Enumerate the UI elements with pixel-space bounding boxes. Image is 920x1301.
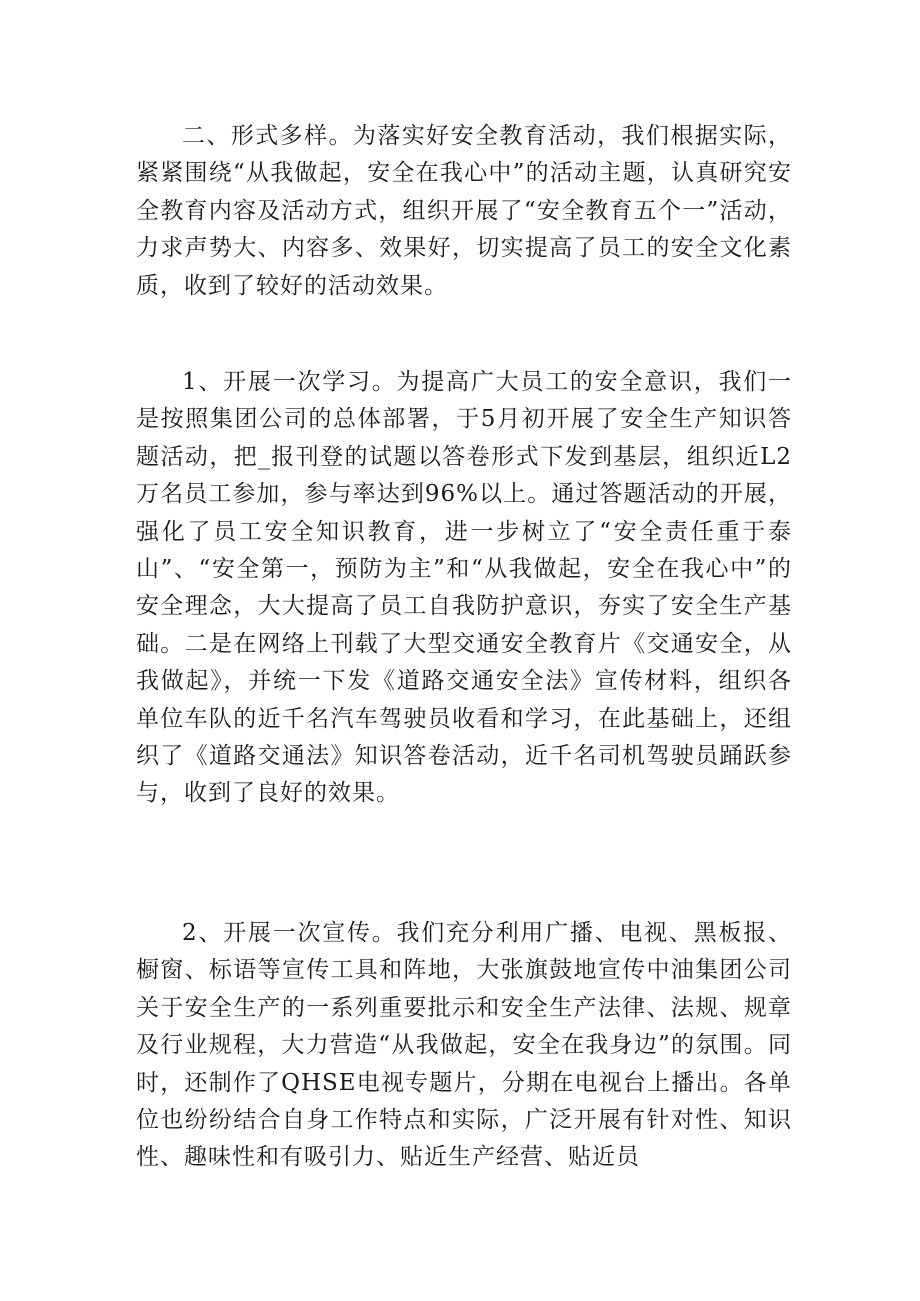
paragraph-form-diverse: 二、形式多样。为落实好安全教育活动，我们根据实际，紧紧围绕“从我做起，安全在我心中”的活动主题，认真研究安全教育内容及活动方式，组织开展了“安全教育五个一”活动，力求声势大、内容多、效果好，切实提高了员工的安全文化素质，收到了较好的活动效果。 [136, 123, 792, 299]
paragraph-publicity-activity: 2、开展一次宣传。我们充分利用广播、电视、黑板报、橱窗、标语等宣传工具和阵地，大张旗鼓地宣传中油集团公司关于安全生产的一系列重要批示和安全生产法律、法规、规章及行业规程，大力营造“从我做起，安全在我身边”的氛围。同时，还制作了QHSE电视专题片，分期在电视台上播出。各单位也纷纷结合自身工作特点和实际，广泛开展有针对性、知识性、趣味性和有吸引力、贴近生产经营、贴近员 [136, 920, 792, 1171]
paragraph-study-activity: 1、开展一次学习。为提高广大员工的安全意识，我们一是按照集团公司的总体部署，于5月初开展了安全生产知识答题活动，把_报刊登的试题以答卷形式下发到基层，组织近L2万名员工参加，参与率达到96%以上。通过答题活动的开展，强化了员工安全知识教育，进一步树立了“安全责任重于泰山”、“安全第一，预防为主”和“从我做起，安全在我心中”的安全理念，大大提高了员工自我防护意识，夯实了安全生产基础。二是在网络上刊载了大型交通安全教育片《交通安全，从我做起》，并统一下发《道路交通安全法》宣传材料，组织各单位车队的近千名汽车驾驶员收看和学习，在此基础上，还组织了《道路交通法》知识答卷活动，近千名司机驾驶员踊跃参与，收到了良好的效果。 [136, 369, 792, 807]
